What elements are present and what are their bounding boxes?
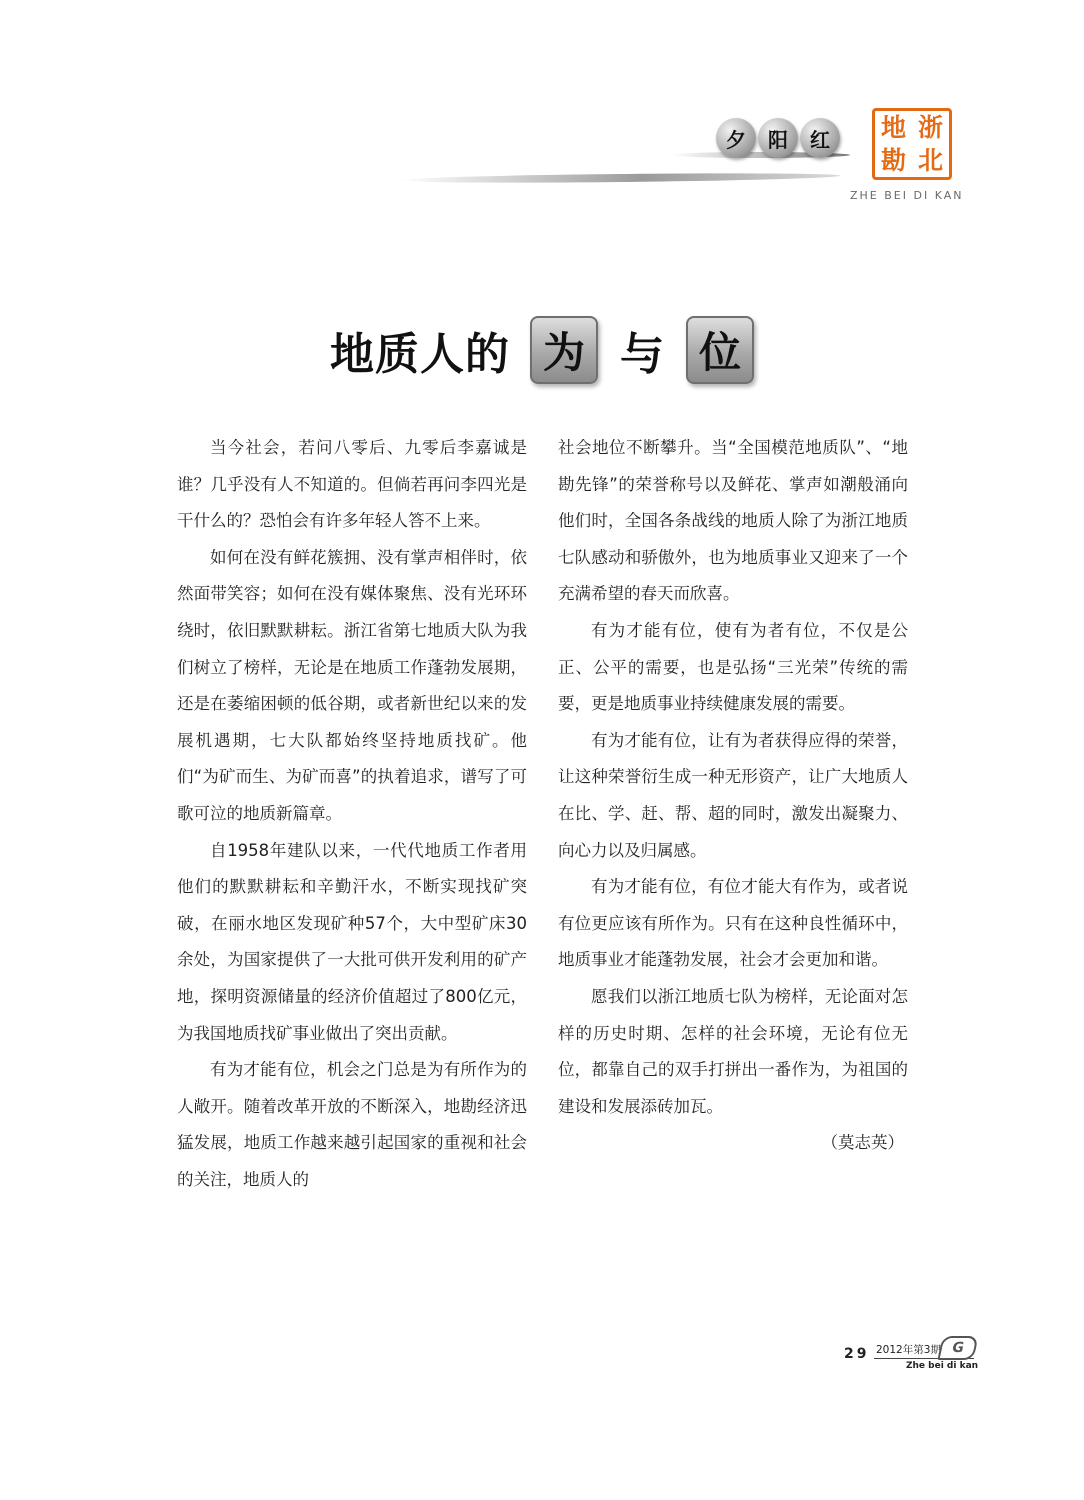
logo-char: 地 [880,113,906,142]
logo-char: 浙 [917,113,943,142]
author-credit: （莫志英） [821,1133,904,1153]
paragraph: 当今社会，若问八零后、九零后李嘉诚是谁？几乎没有人不知道的。但倘若再问李四光是干什么的？恐怕会有许多年轻人答不上来。 [177,438,527,531]
magazine-logo [872,108,952,180]
column-badge-1: 夕 [716,118,756,158]
paragraph: 有为才能有位，让有为者获得应得的荣誉，让这种荣誉衍生成一种无形资产，让广大地质人在比、学、赶、帮、超的同时，激发出凝聚力、向心力以及归属感。 [558,730,908,860]
paragraph: 如何在没有鲜花簇拥、没有掌声相伴时，依然面带笑容；如何在没有媒体聚焦、没有光环环绕时，依旧默默耕耘。浙江省第七地质大队为我们树立了榜样，无论是在地质工作蓬勃发展期，还是在萎缩困顿的低谷期，或者新世纪以来的发展机遇期，七大队都始终坚持地质找矿。他们“为矿而生、为矿而喜”的执着追求，谱写了可歌可泣的地质新篇章。 [177,547,527,823]
paragraph: 愿我们以浙江地质七队为榜样，无论面对怎样的历史时期、怎样的社会环境，无论有位无位，都靠自己的双手打拼出一番作为，为祖国的建设和发展添砖加瓦。 [558,986,908,1116]
issue-label: 2012年第3期 [876,1344,941,1356]
column-badge-3: 红 [800,118,840,158]
paragraph: 有为才能有位，使有为者有位，不仅是公正、公平的需要，也是弘扬“三光荣”传统的需要，更是地质事业持续健康发展的需要。 [558,620,908,714]
magazine-logo-subtitle: ZHE BEI DI KAN [850,189,964,202]
paragraph-continued: 社会地位不断攀升。当“全国模范地质队”、“地勘先锋”的荣誉称号以及鲜花、掌声如潮般涌向他们时，全国各条战线的地质人除了为浙江地质七队感动和骄傲外，也为地质事业又迎来了一个充满希望的春天而欣喜。 [558,438,908,604]
paragraph: 有为才能有位，机会之门总是为有所作为的人敞开。随着改革开放的不断深入，地勘经济迅猛发展，地质工作越来越引起国家的重视和社会的关注，地质人的 [177,1060,527,1189]
title-tile-wei2: 位 [686,316,754,384]
header-swoosh-line [400,172,840,185]
page-footer [840,1336,980,1376]
logo-char: 勘 [880,146,906,175]
logo-char: 北 [917,146,943,175]
title-tile-wei: 为 [530,316,598,384]
left-text-column [177,430,527,1198]
footer-magazine-name: Zhe bei di kan [906,1361,979,1371]
paragraph: 有为才能有位，有位才能大有作为，或者说有位更应该有所作为。只有在这种良性循环中，地质事业才能蓬勃发展，社会才会更加和谐。 [558,877,908,970]
footer-logo-icon: G [937,1336,978,1360]
title-main-text: 地质人的 [330,329,510,380]
title-connector: 与 [620,329,664,380]
article-title [0,310,1084,390]
page-header [0,0,1084,220]
right-text-column [558,430,908,1162]
paragraph: 自1958年建队以来，一代代地质工作者用他们的默默耕耘和辛勤汗水，不断实现找矿突破，在丽水地区发现矿种57个，大中型矿床30余处，为国家提供了一大批可供开发利用的矿产地，探明资源储量的经济价值超过了800亿元，为我国地质找矿事业做出了突出贡献。 [177,840,527,1043]
column-badge-2: 阳 [758,118,798,158]
page-number: 29 [844,1346,870,1362]
